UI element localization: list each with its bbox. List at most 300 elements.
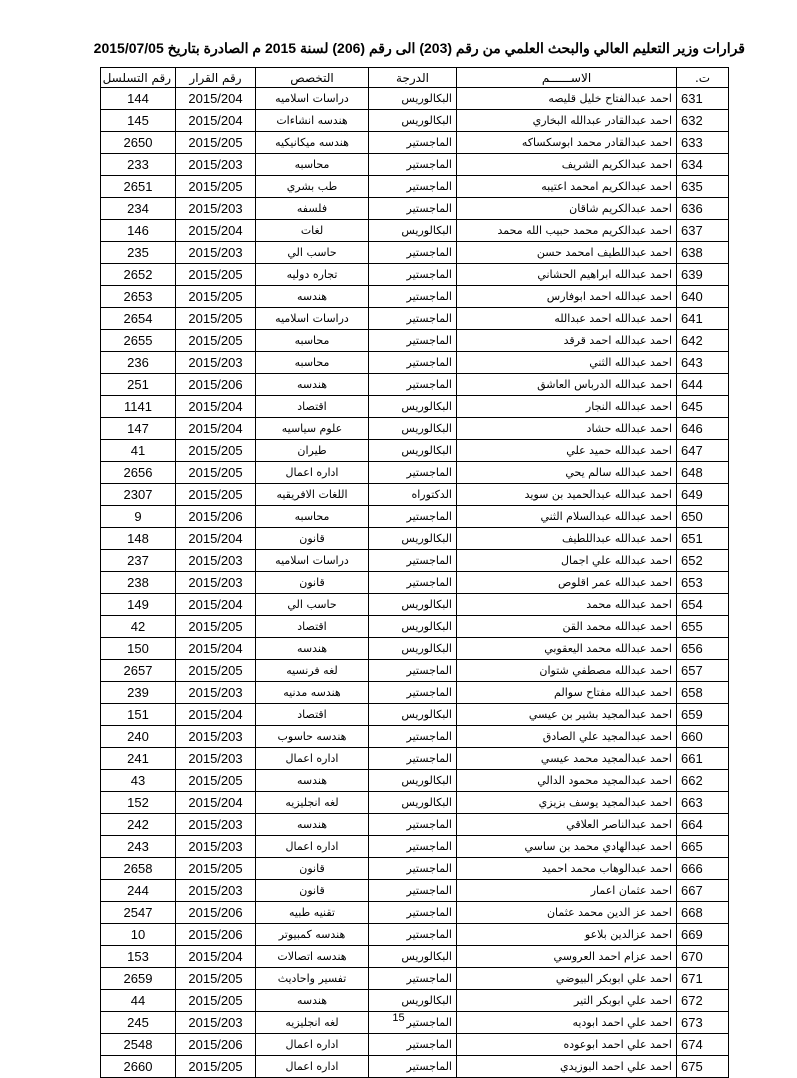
header-name: الاســــــم [457,68,677,88]
cell-degree: الماجستير [369,1012,457,1034]
table-row [101,550,729,572]
cell-specialty: تقنيه طبيه [256,902,369,924]
cell-name: احمد عبدالله محمد اليعقوبي [457,638,677,660]
cell-decision: 2015/206 [176,924,256,946]
table-row [101,220,729,242]
cell-serial: 2658 [101,858,176,880]
cell-serial: 241 [101,748,176,770]
cell-name: احمد عبدالهادي محمد بن ساسي [457,836,677,858]
cell-specialty: لغه فرنسيه [256,660,369,682]
cell-num: 634 [677,154,729,176]
cell-name: احمد عبدالمجيد علي الصادق [457,726,677,748]
cell-serial: 243 [101,836,176,858]
cell-num: 635 [677,176,729,198]
cell-degree: الماجستير [369,506,457,528]
cell-specialty: هندسه [256,638,369,660]
cell-decision: 2015/204 [176,220,256,242]
cell-num: 655 [677,616,729,638]
cell-serial: 234 [101,198,176,220]
cell-degree: البكالوريس [369,110,457,132]
cell-num: 653 [677,572,729,594]
cell-num: 672 [677,990,729,1012]
cell-decision: 2015/203 [176,550,256,572]
header-degree: الدرجة [369,68,457,88]
cell-serial: 251 [101,374,176,396]
header-num: ت. [677,68,729,88]
cell-serial: 235 [101,242,176,264]
table-row [101,946,729,968]
cell-specialty: اداره اعمال [256,1056,369,1078]
cell-degree: الماجستير [369,660,457,682]
cell-name: احمد عبدالمجيد بشير بن عيسي [457,704,677,726]
cell-name: احمد عبدالله الدرباس العاشق [457,374,677,396]
cell-decision: 2015/203 [176,726,256,748]
cell-decision: 2015/205 [176,616,256,638]
cell-specialty: محاسبه [256,506,369,528]
cell-name: احمد علي احمد ابوعوده [457,1034,677,1056]
cell-degree: الماجستير [369,902,457,924]
table-row [101,418,729,440]
cell-name: احمد عبدالله ابراهيم الحشاني [457,264,677,286]
table-header [101,68,729,88]
cell-degree: البكالوريس [369,528,457,550]
cell-num: 661 [677,748,729,770]
cell-decision: 2015/203 [176,572,256,594]
cell-decision: 2015/204 [176,704,256,726]
cell-degree: الماجستير [369,198,457,220]
cell-specialty: دراسات اسلاميه [256,308,369,330]
cell-degree: الماجستير [369,682,457,704]
cell-specialty: هندسه ميكانيكيه [256,132,369,154]
cell-decision: 2015/205 [176,462,256,484]
cell-num: 663 [677,792,729,814]
cell-specialty: اللغات الافريقيه [256,484,369,506]
cell-name: احمد عبدالقادر محمد ابوسكساكه [457,132,677,154]
cell-name: احمد عبدالله عبداللطيف [457,528,677,550]
cell-serial: 10 [101,924,176,946]
cell-decision: 2015/205 [176,858,256,880]
table-row [101,770,729,792]
cell-degree: الماجستير [369,572,457,594]
cell-serial: 148 [101,528,176,550]
cell-degree: الماجستير [369,176,457,198]
cell-specialty: اداره اعمال [256,748,369,770]
cell-num: 639 [677,264,729,286]
table-row [101,726,729,748]
cell-name: احمد عبداللطيف امحمد حسن [457,242,677,264]
table-row [101,374,729,396]
cell-num: 656 [677,638,729,660]
cell-name: احمد عبدالناصر العلاقي [457,814,677,836]
cell-num: 675 [677,1056,729,1078]
cell-specialty: حاسب الي [256,242,369,264]
table-row [101,836,729,858]
cell-num: 670 [677,946,729,968]
cell-specialty: هندسه كمبيوتر [256,924,369,946]
cell-specialty: حاسب الي [256,594,369,616]
cell-decision: 2015/203 [176,242,256,264]
cell-degree: الماجستير [369,550,457,572]
cell-decision: 2015/206 [176,506,256,528]
page-number: 15 [392,1012,405,1024]
table-row [101,176,729,198]
cell-name: احمد عبدالمجيد محمود الدالي [457,770,677,792]
cell-degree: الماجستير [369,374,457,396]
cell-decision: 2015/204 [176,396,256,418]
table-row [101,462,729,484]
cell-serial: 2659 [101,968,176,990]
table-row [101,990,729,1012]
cell-decision: 2015/206 [176,374,256,396]
cell-decision: 2015/205 [176,264,256,286]
table-row [101,968,729,990]
table-row [101,704,729,726]
cell-degree: الماجستير [369,462,457,484]
cell-decision: 2015/205 [176,660,256,682]
cell-specialty: هندسه [256,814,369,836]
cell-name: احمد عبدالله حميد علي [457,440,677,462]
cell-name: احمد عبدالله احمد قرقد [457,330,677,352]
cell-decision: 2015/203 [176,352,256,374]
cell-decision: 2015/203 [176,682,256,704]
table-row [101,264,729,286]
cell-num: 669 [677,924,729,946]
cell-num: 631 [677,88,729,110]
table-row [101,506,729,528]
cell-specialty: لغه انجليزيه [256,792,369,814]
cell-specialty: اقتصاد [256,704,369,726]
cell-degree: البكالوريس [369,396,457,418]
cell-degree: الماجستير [369,242,457,264]
cell-num: 668 [677,902,729,924]
cell-degree: الماجستير [369,858,457,880]
cell-num: 647 [677,440,729,462]
cell-name: احمد عبدالله احمد ابوفارس [457,286,677,308]
table-row [101,924,729,946]
cell-serial: 151 [101,704,176,726]
cell-specialty: طيران [256,440,369,462]
header-serial: رقم التسلسل [101,68,176,88]
cell-decision: 2015/204 [176,946,256,968]
table-row [101,198,729,220]
cell-num: 652 [677,550,729,572]
cell-num: 664 [677,814,729,836]
cell-degree: البكالوريس [369,770,457,792]
table-row [101,396,729,418]
cell-serial: 41 [101,440,176,462]
table-row [101,330,729,352]
cell-num: 659 [677,704,729,726]
cell-name: احمد عبدالكريم الشريف [457,154,677,176]
cell-serial: 9 [101,506,176,528]
cell-specialty: دراسات اسلاميه [256,550,369,572]
cell-degree: الدكتوراه [369,484,457,506]
table-row [101,242,729,264]
cell-name: احمد علي احمد ابوديه [457,1012,677,1034]
cell-specialty: هندسه [256,374,369,396]
cell-specialty: تفسير واحاديث [256,968,369,990]
cell-name: احمد عزالدين بلاعو [457,924,677,946]
cell-decision: 2015/203 [176,880,256,902]
cell-decision: 2015/205 [176,286,256,308]
cell-degree: الماجستير [369,286,457,308]
cell-degree: الماجستير [369,330,457,352]
cell-specialty: هندسه اتصالات [256,946,369,968]
cell-num: 636 [677,198,729,220]
cell-specialty: هندسه [256,990,369,1012]
cell-serial: 2654 [101,308,176,330]
cell-decision: 2015/203 [176,1012,256,1034]
cell-name: احمد عبدالله احمد عبدالله [457,308,677,330]
cell-decision: 2015/206 [176,902,256,924]
cell-degree: الماجستير [369,726,457,748]
table-row [101,572,729,594]
cell-name: احمد عبدالقادر عبدالله البخاري [457,110,677,132]
cell-specialty: لغه انجليزيه [256,1012,369,1034]
cell-name: احمد عبدالله حشاد [457,418,677,440]
cell-specialty: محاسبه [256,352,369,374]
table-body [101,88,729,1078]
cell-degree: الماجستير [369,1056,457,1078]
table-row [101,110,729,132]
table-row [101,880,729,902]
cell-degree: البكالوريس [369,946,457,968]
cell-name: احمد عبدالمجيد محمد عيسي [457,748,677,770]
cell-serial: 2651 [101,176,176,198]
decisions-table [100,67,729,1078]
cell-degree: الماجستير [369,1034,457,1056]
table-row [101,858,729,880]
table-row [101,660,729,682]
cell-degree: البكالوريس [369,88,457,110]
cell-num: 633 [677,132,729,154]
cell-serial: 236 [101,352,176,374]
cell-num: 665 [677,836,729,858]
cell-num: 638 [677,242,729,264]
cell-degree: الماجستير [369,132,457,154]
table-row [101,748,729,770]
cell-degree: الماجستير [369,352,457,374]
table-row [101,814,729,836]
cell-degree: البكالوريس [369,638,457,660]
cell-serial: 237 [101,550,176,572]
cell-specialty: اداره اعمال [256,1034,369,1056]
cell-num: 674 [677,1034,729,1056]
cell-name: احمد عبدالله مفتاح سوالم [457,682,677,704]
cell-degree: البكالوريس [369,616,457,638]
cell-serial: 1141 [101,396,176,418]
cell-degree: الماجستير [369,968,457,990]
cell-degree: الماجستير [369,154,457,176]
cell-name: احمد عبدالله النجار [457,396,677,418]
cell-num: 646 [677,418,729,440]
cell-num: 641 [677,308,729,330]
cell-num: 657 [677,660,729,682]
cell-serial: 150 [101,638,176,660]
cell-serial: 145 [101,110,176,132]
cell-decision: 2015/203 [176,814,256,836]
cell-degree: الماجستير [369,308,457,330]
cell-degree: البكالوريس [369,220,457,242]
cell-specialty: اداره اعمال [256,462,369,484]
cell-decision: 2015/205 [176,308,256,330]
cell-num: 643 [677,352,729,374]
cell-name: احمد عثمان اعمار [457,880,677,902]
cell-degree: البكالوريس [369,704,457,726]
cell-specialty: علوم سياسيه [256,418,369,440]
cell-name: احمد عبدالفتاح خليل قليصه [457,88,677,110]
cell-name: احمد علي ابوبكر البيوضي [457,968,677,990]
cell-num: 658 [677,682,729,704]
cell-name: احمد عبدالله محمد [457,594,677,616]
cell-serial: 44 [101,990,176,1012]
cell-degree: البكالوريس [369,440,457,462]
cell-serial: 144 [101,88,176,110]
cell-serial: 238 [101,572,176,594]
cell-decision: 2015/203 [176,748,256,770]
cell-decision: 2015/206 [176,1034,256,1056]
cell-num: 637 [677,220,729,242]
cell-num: 671 [677,968,729,990]
cell-name: احمد علي احمد البوزيدي [457,1056,677,1078]
table-row [101,352,729,374]
cell-specialty: هندسه انشاءات [256,110,369,132]
cell-serial: 146 [101,220,176,242]
cell-num: 673 [677,1012,729,1034]
cell-serial: 147 [101,418,176,440]
cell-decision: 2015/204 [176,418,256,440]
cell-num: 651 [677,528,729,550]
cell-name: احمد عبدالله علي اجمال [457,550,677,572]
table-row [101,308,729,330]
cell-decision: 2015/204 [176,528,256,550]
cell-degree: البكالوريس [369,418,457,440]
cell-decision: 2015/205 [176,484,256,506]
cell-specialty: محاسبه [256,330,369,352]
cell-num: 650 [677,506,729,528]
cell-decision: 2015/204 [176,110,256,132]
cell-decision: 2015/205 [176,440,256,462]
cell-name: احمد عبدالكريم شاقان [457,198,677,220]
cell-serial: 240 [101,726,176,748]
cell-name: احمد عبدالكريم امحمد اعتيبه [457,176,677,198]
cell-serial: 149 [101,594,176,616]
cell-serial: 42 [101,616,176,638]
cell-name: احمد علي ابوبكر التير [457,990,677,1012]
cell-serial: 2652 [101,264,176,286]
cell-specialty: طب بشري [256,176,369,198]
cell-serial: 245 [101,1012,176,1034]
table-row [101,638,729,660]
cell-num: 632 [677,110,729,132]
cell-name: احمد عبدالله عبدالحميد بن سويد [457,484,677,506]
cell-specialty: هندسه [256,770,369,792]
cell-degree: الماجستير [369,748,457,770]
cell-decision: 2015/203 [176,198,256,220]
cell-serial: 2650 [101,132,176,154]
table-row [101,132,729,154]
header-row [101,68,729,88]
table-row [101,792,729,814]
cell-num: 666 [677,858,729,880]
cell-specialty: اقتصاد [256,396,369,418]
cell-name: احمد عبدالمجيد يوسف بزيزي [457,792,677,814]
cell-decision: 2015/205 [176,770,256,792]
cell-name: احمد عبدالوهاب محمد احميد [457,858,677,880]
cell-decision: 2015/205 [176,1056,256,1078]
cell-specialty: قانون [256,528,369,550]
cell-num: 649 [677,484,729,506]
cell-degree: البكالوريس [369,990,457,1012]
cell-decision: 2015/203 [176,836,256,858]
cell-serial: 2307 [101,484,176,506]
cell-decision: 2015/205 [176,330,256,352]
cell-decision: 2015/203 [176,154,256,176]
cell-name: احمد عبدالله الثني [457,352,677,374]
cell-specialty: فلسفه [256,198,369,220]
cell-name: احمد عبدالله محمد القن [457,616,677,638]
cell-serial: 43 [101,770,176,792]
cell-degree: البكالوريس [369,792,457,814]
cell-decision: 2015/204 [176,638,256,660]
cell-num: 644 [677,374,729,396]
cell-degree: الماجستير [369,264,457,286]
cell-specialty: محاسبه [256,154,369,176]
cell-serial: 242 [101,814,176,836]
cell-decision: 2015/205 [176,968,256,990]
cell-name: احمد عبدالله عبدالسلام الثني [457,506,677,528]
cell-serial: 153 [101,946,176,968]
cell-decision: 2015/205 [176,176,256,198]
cell-serial: 2548 [101,1034,176,1056]
cell-num: 667 [677,880,729,902]
cell-specialty: هندسه حاسوب [256,726,369,748]
table-row [101,902,729,924]
cell-specialty: قانون [256,880,369,902]
cell-specialty: قانون [256,858,369,880]
cell-decision: 2015/205 [176,990,256,1012]
cell-specialty: هندسه مدنيه [256,682,369,704]
cell-serial: 2655 [101,330,176,352]
cell-num: 645 [677,396,729,418]
cell-name: احمد عبدالله سالم يحي [457,462,677,484]
cell-serial: 2653 [101,286,176,308]
cell-num: 654 [677,594,729,616]
cell-specialty: اداره اعمال [256,836,369,858]
table-row [101,1034,729,1056]
cell-name: احمد عزام احمد العروسي [457,946,677,968]
cell-degree: البكالوريس [369,594,457,616]
cell-serial: 2656 [101,462,176,484]
cell-num: 648 [677,462,729,484]
table-row [101,594,729,616]
cell-num: 642 [677,330,729,352]
cell-serial: 2660 [101,1056,176,1078]
header-decision: رقم القرار [176,68,256,88]
cell-specialty: تجاره دوليه [256,264,369,286]
cell-specialty: دراسات اسلاميه [256,88,369,110]
table-row [101,528,729,550]
cell-degree: الماجستير [369,880,457,902]
cell-decision: 2015/204 [176,88,256,110]
cell-serial: 152 [101,792,176,814]
cell-num: 640 [677,286,729,308]
cell-specialty: اقتصاد [256,616,369,638]
cell-serial: 239 [101,682,176,704]
cell-decision: 2015/204 [176,594,256,616]
cell-name: احمد عز الدين محمد عثمان [457,902,677,924]
cell-name: احمد عبدالله مصطفي شتوان [457,660,677,682]
